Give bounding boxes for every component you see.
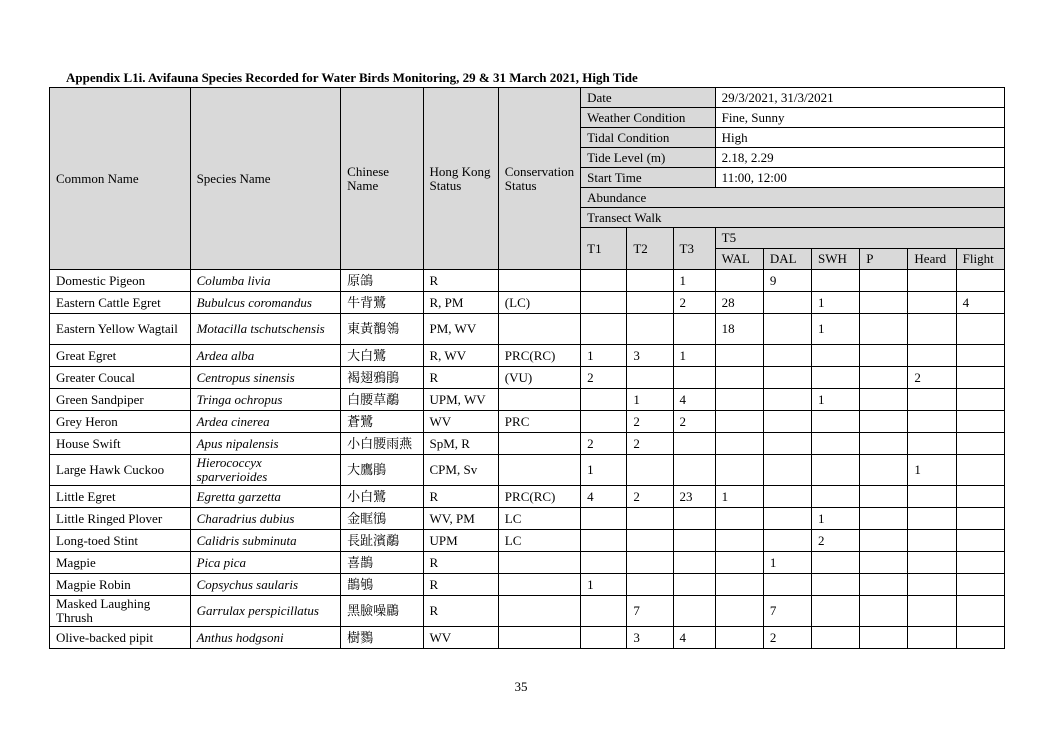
cell-heard: [908, 574, 956, 596]
cell-conservation-status: [498, 433, 580, 455]
cell-p: [860, 411, 908, 433]
cell-common-name: Greater Coucal: [50, 367, 191, 389]
cell-hk-status: WV: [423, 411, 498, 433]
header-conservation-status: Conservation Status: [498, 88, 580, 270]
cell-swh: [812, 367, 860, 389]
cell-t1: [581, 552, 627, 574]
cell-p: [860, 455, 908, 486]
cell-dal: 2: [763, 627, 811, 649]
cell-t1: 1: [581, 345, 627, 367]
table-row: [50, 552, 1005, 574]
cell-dal: [763, 486, 811, 508]
cell-conservation-status: (LC): [498, 292, 580, 314]
cell-conservation-status: [498, 596, 580, 627]
cell-hk-status: CPM, Sv: [423, 455, 498, 486]
table-row: [50, 314, 1005, 345]
cell-hk-status: R: [423, 486, 498, 508]
cell-species-name: Ardea cinerea: [190, 411, 341, 433]
cell-t1: [581, 411, 627, 433]
species-table: [49, 87, 1005, 649]
cell-flight: [956, 345, 1004, 367]
header-species-name: Species Name: [190, 88, 341, 270]
cell-dal: [763, 530, 811, 552]
cell-t1: [581, 314, 627, 345]
cell-dal: [763, 411, 811, 433]
header-t1: T1: [581, 228, 627, 270]
cell-t2: [627, 552, 673, 574]
meta-weather-value: Fine, Sunny: [715, 108, 1004, 128]
cell-hk-status: UPM, WV: [423, 389, 498, 411]
cell-t2: 3: [627, 627, 673, 649]
cell-dal: [763, 433, 811, 455]
cell-conservation-status: PRC: [498, 411, 580, 433]
cell-flight: 4: [956, 292, 1004, 314]
cell-wal: 18: [715, 314, 763, 345]
cell-heard: [908, 411, 956, 433]
cell-hk-status: WV: [423, 627, 498, 649]
cell-species-name: Egretta garzetta: [190, 486, 341, 508]
cell-common-name: Little Ringed Plover: [50, 508, 191, 530]
cell-t3: [673, 433, 715, 455]
cell-chinese-name: 長趾濱鷸: [341, 530, 423, 552]
cell-chinese-name: 鵲鴝: [341, 574, 423, 596]
cell-swh: [812, 552, 860, 574]
cell-hk-status: WV, PM: [423, 508, 498, 530]
meta-date-value: 29/3/2021, 31/3/2021: [715, 88, 1004, 108]
meta-weather-label: Weather Condition: [581, 108, 716, 128]
cell-wal: [715, 574, 763, 596]
cell-flight: [956, 367, 1004, 389]
cell-heard: [908, 530, 956, 552]
cell-heard: [908, 486, 956, 508]
cell-p: [860, 367, 908, 389]
cell-swh: [812, 596, 860, 627]
cell-chinese-name: 金眶鴴: [341, 508, 423, 530]
header-heard: Heard: [908, 249, 956, 270]
cell-t3: 23: [673, 486, 715, 508]
table-row: [50, 389, 1005, 411]
cell-t2: [627, 530, 673, 552]
table-row: [50, 367, 1005, 389]
cell-conservation-status: PRC(RC): [498, 345, 580, 367]
cell-common-name: Magpie: [50, 552, 191, 574]
cell-chinese-name: 褐翅鴉鵑: [341, 367, 423, 389]
header-p: P: [860, 249, 908, 270]
cell-hk-status: R, WV: [423, 345, 498, 367]
cell-hk-status: R: [423, 367, 498, 389]
cell-dal: 9: [763, 270, 811, 292]
cell-common-name: Large Hawk Cuckoo: [50, 455, 191, 486]
header-dal: DAL: [763, 249, 811, 270]
cell-hk-status: R: [423, 596, 498, 627]
cell-swh: 1: [812, 314, 860, 345]
cell-chinese-name: 大鷹鵑: [341, 455, 423, 486]
cell-species-name: Charadrius dubius: [190, 508, 341, 530]
cell-heard: [908, 552, 956, 574]
cell-species-name: Pica pica: [190, 552, 341, 574]
meta-start-time-value: 11:00, 12:00: [715, 168, 1004, 188]
cell-dal: [763, 389, 811, 411]
cell-dal: [763, 367, 811, 389]
cell-t3: [673, 455, 715, 486]
cell-hk-status: R: [423, 270, 498, 292]
cell-wal: [715, 508, 763, 530]
appendix-title: Appendix L1i. Avifauna Species Recorded for Water Birds Monitoring, 29 & 31 March 2021, High Tide: [66, 70, 638, 85]
cell-wal: [715, 345, 763, 367]
cell-wal: [715, 411, 763, 433]
cell-t2: [627, 508, 673, 530]
cell-p: [860, 627, 908, 649]
header-transect-walk: Transect Walk: [581, 208, 1005, 228]
cell-t1: 4: [581, 486, 627, 508]
cell-wal: [715, 552, 763, 574]
cell-conservation-status: [498, 574, 580, 596]
cell-flight: [956, 411, 1004, 433]
cell-dal: 7: [763, 596, 811, 627]
cell-common-name: House Swift: [50, 433, 191, 455]
cell-heard: [908, 508, 956, 530]
cell-species-name: Apus nipalensis: [190, 433, 341, 455]
cell-chinese-name: 黑臉噪鶥: [341, 596, 423, 627]
table-body: [50, 88, 1005, 649]
cell-flight: [956, 627, 1004, 649]
cell-flight: [956, 433, 1004, 455]
cell-t1: [581, 596, 627, 627]
cell-species-name: Hierococcyx sparverioides: [190, 455, 341, 486]
cell-dal: [763, 574, 811, 596]
cell-swh: [812, 345, 860, 367]
cell-common-name: Masked Laughing Thrush: [50, 596, 191, 627]
cell-common-name: Eastern Cattle Egret: [50, 292, 191, 314]
cell-t3: [673, 367, 715, 389]
cell-t2: 1: [627, 389, 673, 411]
cell-species-name: Anthus hodgsoni: [190, 627, 341, 649]
cell-species-name: Motacilla tschutschensis: [190, 314, 341, 345]
cell-t1: 1: [581, 574, 627, 596]
table-row: [50, 574, 1005, 596]
cell-flight: [956, 455, 1004, 486]
header-hk-status: Hong Kong Status: [423, 88, 498, 270]
cell-heard: [908, 292, 956, 314]
cell-t2: [627, 455, 673, 486]
cell-chinese-name: 東黃鶺鴒: [341, 314, 423, 345]
cell-t3: 1: [673, 345, 715, 367]
cell-flight: [956, 270, 1004, 292]
cell-conservation-status: [498, 552, 580, 574]
table-row: [50, 345, 1005, 367]
cell-t1: [581, 270, 627, 292]
cell-swh: [812, 433, 860, 455]
cell-hk-status: PM, WV: [423, 314, 498, 345]
cell-hk-status: R, PM: [423, 292, 498, 314]
cell-t1: 1: [581, 455, 627, 486]
cell-dal: [763, 345, 811, 367]
cell-t1: [581, 508, 627, 530]
cell-wal: 1: [715, 486, 763, 508]
cell-dal: 1: [763, 552, 811, 574]
cell-heard: 2: [908, 367, 956, 389]
cell-wal: [715, 627, 763, 649]
cell-conservation-status: [498, 389, 580, 411]
cell-dal: [763, 508, 811, 530]
cell-species-name: Ardea alba: [190, 345, 341, 367]
header-wal: WAL: [715, 249, 763, 270]
cell-p: [860, 292, 908, 314]
cell-heard: [908, 389, 956, 411]
meta-tide-level-label: Tide Level (m): [581, 148, 716, 168]
cell-t3: [673, 314, 715, 345]
table-row: [50, 433, 1005, 455]
cell-swh: 1: [812, 389, 860, 411]
cell-swh: [812, 411, 860, 433]
cell-swh: [812, 627, 860, 649]
cell-wal: [715, 433, 763, 455]
cell-t1: [581, 389, 627, 411]
cell-t3: [673, 508, 715, 530]
cell-heard: [908, 345, 956, 367]
cell-flight: [956, 552, 1004, 574]
meta-date-label: Date: [581, 88, 716, 108]
cell-conservation-status: PRC(RC): [498, 486, 580, 508]
cell-t2: [627, 574, 673, 596]
cell-t1: [581, 627, 627, 649]
cell-p: [860, 270, 908, 292]
meta-tidal-label: Tidal Condition: [581, 128, 716, 148]
cell-chinese-name: 樹鷚: [341, 627, 423, 649]
cell-hk-status: R: [423, 552, 498, 574]
cell-common-name: Domestic Pigeon: [50, 270, 191, 292]
cell-t1: [581, 292, 627, 314]
cell-t2: 2: [627, 486, 673, 508]
header-t5: T5: [715, 228, 1004, 249]
cell-conservation-status: LC: [498, 530, 580, 552]
cell-flight: [956, 596, 1004, 627]
cell-t3: 1: [673, 270, 715, 292]
cell-t2: 2: [627, 433, 673, 455]
cell-swh: [812, 455, 860, 486]
cell-species-name: Centropus sinensis: [190, 367, 341, 389]
table-row: [50, 292, 1005, 314]
header-chinese-name: Chinese Name: [341, 88, 423, 270]
cell-t2: [627, 314, 673, 345]
cell-swh: [812, 486, 860, 508]
cell-hk-status: SpM, R: [423, 433, 498, 455]
cell-common-name: Grey Heron: [50, 411, 191, 433]
cell-t3: 4: [673, 627, 715, 649]
cell-common-name: Little Egret: [50, 486, 191, 508]
cell-chinese-name: 大白鷺: [341, 345, 423, 367]
cell-t1: [581, 530, 627, 552]
meta-tide-level-value: 2.18, 2.29: [715, 148, 1004, 168]
cell-species-name: Bubulcus coromandus: [190, 292, 341, 314]
cell-conservation-status: [498, 270, 580, 292]
table-row: [50, 411, 1005, 433]
cell-hk-status: UPM: [423, 530, 498, 552]
cell-swh: [812, 574, 860, 596]
cell-flight: [956, 574, 1004, 596]
cell-wal: [715, 367, 763, 389]
cell-common-name: Green Sandpiper: [50, 389, 191, 411]
cell-heard: [908, 314, 956, 345]
cell-t2: [627, 292, 673, 314]
cell-t3: 2: [673, 411, 715, 433]
header-abundance: Abundance: [581, 188, 1005, 208]
cell-swh: 1: [812, 508, 860, 530]
cell-swh: 2: [812, 530, 860, 552]
cell-t3: [673, 596, 715, 627]
cell-p: [860, 574, 908, 596]
cell-chinese-name: 小白腰雨燕: [341, 433, 423, 455]
cell-t3: [673, 530, 715, 552]
cell-chinese-name: 蒼鷺: [341, 411, 423, 433]
cell-common-name: Long-toed Stint: [50, 530, 191, 552]
cell-t3: 4: [673, 389, 715, 411]
cell-wal: [715, 530, 763, 552]
cell-heard: [908, 270, 956, 292]
header-flight: Flight: [956, 249, 1004, 270]
cell-t3: 2: [673, 292, 715, 314]
cell-common-name: Eastern Yellow Wagtail: [50, 314, 191, 345]
cell-p: [860, 508, 908, 530]
cell-p: [860, 345, 908, 367]
cell-chinese-name: 牛背鷺: [341, 292, 423, 314]
cell-common-name: Olive-backed pipit: [50, 627, 191, 649]
table-row: [50, 627, 1005, 649]
cell-chinese-name: 小白鷺: [341, 486, 423, 508]
cell-species-name: Tringa ochropus: [190, 389, 341, 411]
cell-t3: [673, 574, 715, 596]
cell-species-name: Copsychus saularis: [190, 574, 341, 596]
cell-wal: [715, 455, 763, 486]
cell-p: [860, 486, 908, 508]
cell-swh: 1: [812, 292, 860, 314]
cell-wal: [715, 270, 763, 292]
cell-chinese-name: 喜鵲: [341, 552, 423, 574]
cell-conservation-status: [498, 314, 580, 345]
cell-flight: [956, 389, 1004, 411]
cell-flight: [956, 486, 1004, 508]
cell-flight: [956, 508, 1004, 530]
cell-heard: [908, 627, 956, 649]
table-row: [50, 486, 1005, 508]
table-row: [50, 596, 1005, 627]
cell-t2: [627, 367, 673, 389]
header-common-name: Common Name: [50, 88, 191, 270]
cell-conservation-status: [498, 627, 580, 649]
cell-dal: [763, 455, 811, 486]
table-row: [50, 508, 1005, 530]
header-row-date: [50, 88, 1005, 108]
cell-p: [860, 314, 908, 345]
header-t3: T3: [673, 228, 715, 270]
cell-flight: [956, 530, 1004, 552]
meta-tidal-value: High: [715, 128, 1004, 148]
cell-p: [860, 552, 908, 574]
header-swh: SWH: [812, 249, 860, 270]
cell-t3: [673, 552, 715, 574]
cell-heard: [908, 433, 956, 455]
cell-t2: [627, 270, 673, 292]
cell-wal: [715, 389, 763, 411]
page-number: 35: [514, 679, 528, 694]
cell-common-name: Great Egret: [50, 345, 191, 367]
cell-wal: [715, 596, 763, 627]
cell-species-name: Garrulax perspicillatus: [190, 596, 341, 627]
cell-conservation-status: (VU): [498, 367, 580, 389]
cell-species-name: Calidris subminuta: [190, 530, 341, 552]
cell-conservation-status: LC: [498, 508, 580, 530]
cell-wal: 28: [715, 292, 763, 314]
cell-t2: 2: [627, 411, 673, 433]
cell-p: [860, 433, 908, 455]
cell-t2: 3: [627, 345, 673, 367]
cell-swh: [812, 270, 860, 292]
cell-dal: [763, 314, 811, 345]
cell-flight: [956, 314, 1004, 345]
cell-heard: [908, 596, 956, 627]
cell-species-name: Columba livia: [190, 270, 341, 292]
cell-dal: [763, 292, 811, 314]
table-row: [50, 455, 1005, 486]
cell-p: [860, 389, 908, 411]
cell-t1: 2: [581, 367, 627, 389]
cell-chinese-name: 原鴿: [341, 270, 423, 292]
cell-p: [860, 596, 908, 627]
cell-t2: 7: [627, 596, 673, 627]
cell-common-name: Magpie Robin: [50, 574, 191, 596]
cell-p: [860, 530, 908, 552]
cell-t1: 2: [581, 433, 627, 455]
cell-conservation-status: [498, 455, 580, 486]
header-t2: T2: [627, 228, 673, 270]
table-row: [50, 270, 1005, 292]
cell-heard: 1: [908, 455, 956, 486]
cell-chinese-name: 白腰草鷸: [341, 389, 423, 411]
cell-hk-status: R: [423, 574, 498, 596]
table-row: [50, 530, 1005, 552]
meta-start-time-label: Start Time: [581, 168, 716, 188]
